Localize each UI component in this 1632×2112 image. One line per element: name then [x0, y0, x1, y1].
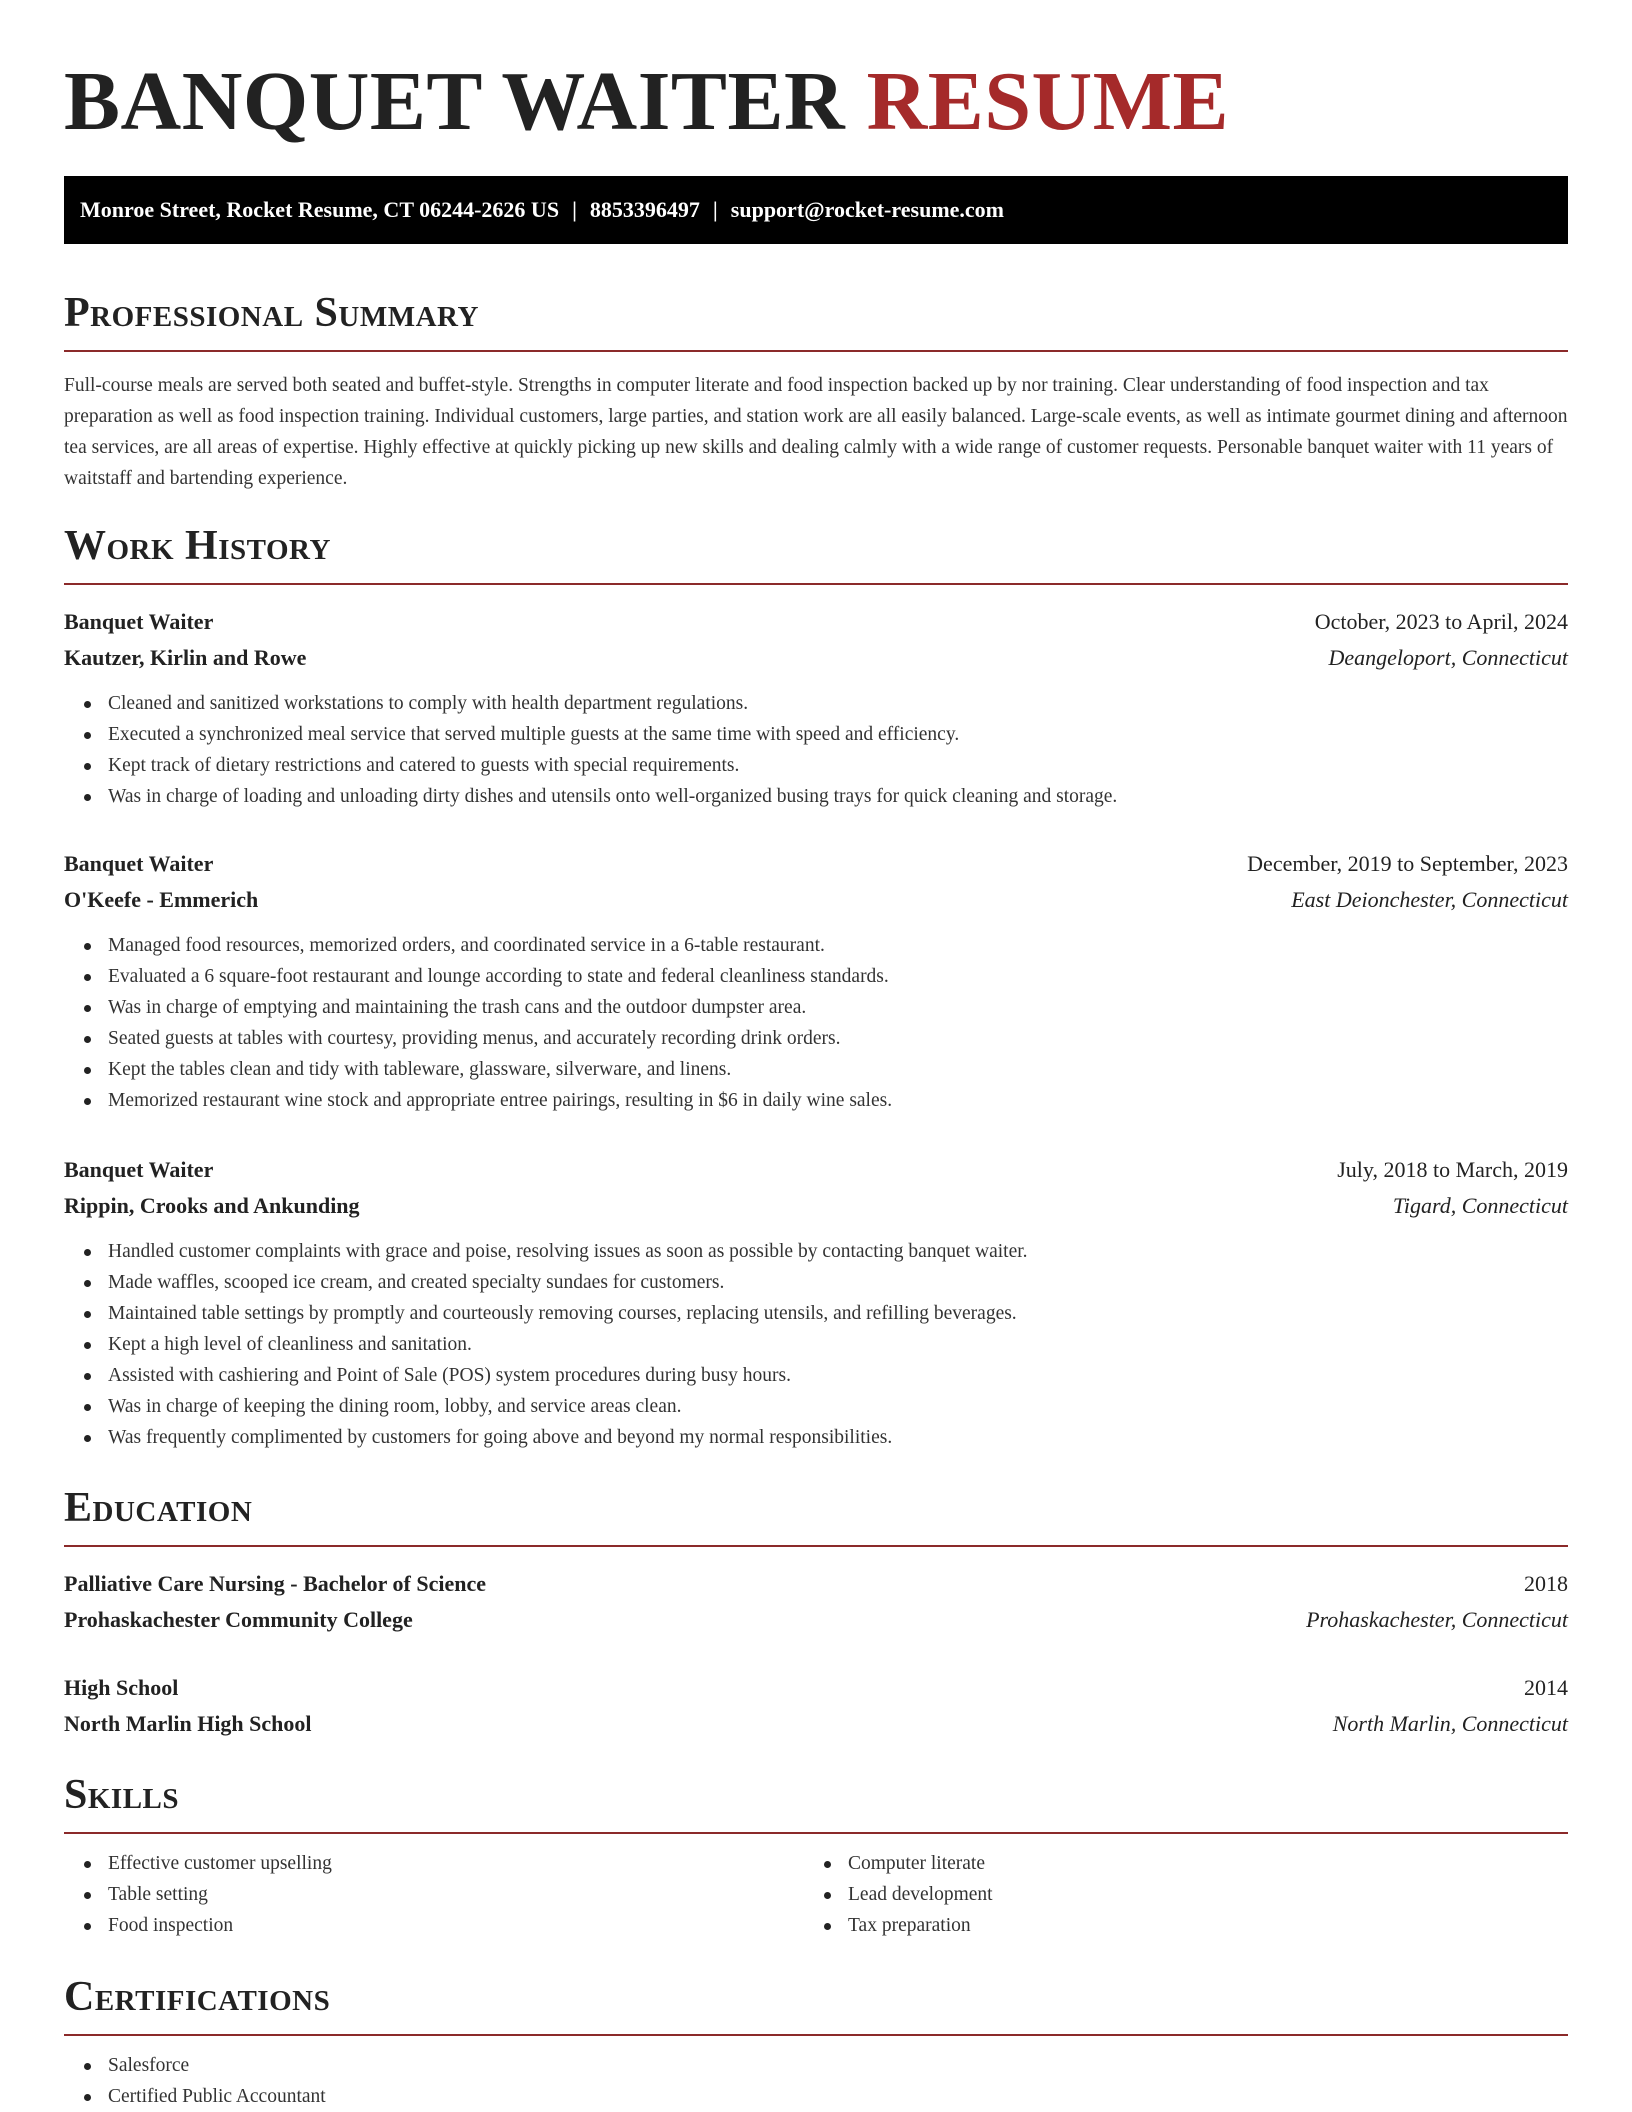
job-location: Tigard, Connecticut — [1392, 1193, 1568, 1218]
list-item: Kept track of dietary restrictions and catered to guests with special requirements. — [64, 750, 1568, 781]
job-title: Banquet Waiter — [64, 851, 214, 876]
education-year: 2014 — [1524, 1675, 1568, 1700]
list-item: Was in charge of emptying and maintaining the trash cans and the outdoor dumpster area. — [64, 992, 1568, 1023]
list-item: Cleaned and sanitized workstations to comply with health department regulations. — [64, 688, 1568, 719]
section-heading-education: Education — [64, 1483, 1568, 1547]
list-item: Handled customer complaints with grace and poise, resolving issues as soon as possible by contacting banquet waiter. — [64, 1236, 1568, 1267]
job-entry — [64, 604, 1568, 812]
contact-phone: 8853396497 — [589, 197, 700, 222]
skill-item: Effective customer upselling — [64, 1848, 804, 1879]
education-degree: High School — [64, 1675, 179, 1700]
education-school: Prohaskachester Community College — [64, 1607, 413, 1632]
job-company: Rippin, Crooks and Ankunding — [64, 1193, 360, 1218]
education-year: 2018 — [1524, 1571, 1568, 1596]
list-item: Was in charge of keeping the dining room, lobby, and service areas clean. — [64, 1391, 1568, 1422]
skills-column-right — [804, 1848, 1544, 1941]
contact-bar — [64, 176, 1568, 244]
list-item: Maintained table settings by promptly and courteously removing courses, replacing utensils, and refilling beverages. — [64, 1298, 1568, 1329]
job-dates: December, 2019 to September, 2023 — [1247, 851, 1568, 876]
education-location: Prohaskachester, Connecticut — [1306, 1607, 1568, 1632]
skill-item: Computer literate — [804, 1848, 1544, 1879]
skills-column-left — [64, 1848, 804, 1941]
job-duties — [64, 688, 1568, 812]
job-entry — [64, 1152, 1568, 1453]
job-duties — [64, 930, 1568, 1116]
section-heading-skills: Skills — [64, 1770, 1568, 1834]
certification-item: Certified Public Accountant — [64, 2081, 1568, 2112]
education-school: North Marlin High School — [64, 1711, 312, 1736]
list-item: Managed food resources, memorized orders, and coordinated service in a 6-table restaurant. — [64, 930, 1568, 961]
list-item: Kept the tables clean and tidy with tableware, glassware, silverware, and linens. — [64, 1054, 1568, 1085]
list-item: Executed a synchronized meal service that served multiple guests at the same time with speed and efficiency. — [64, 719, 1568, 750]
job-title: Banquet Waiter — [64, 609, 214, 634]
job-company: Kautzer, Kirlin and Rowe — [64, 645, 307, 670]
list-item: Evaluated a 6 square-foot restaurant and lounge according to state and federal cleanliness standards. — [64, 961, 1568, 992]
job-company: O'Keefe - Emmerich — [64, 887, 259, 912]
education-entry — [64, 1566, 1568, 1638]
certifications-list — [64, 2050, 1568, 2112]
contact-email: support@rocket-resume.com — [730, 197, 1004, 222]
contact-separator: | — [712, 197, 718, 222]
education-entry — [64, 1670, 1568, 1742]
list-item: Kept a high level of cleanliness and sanitation. — [64, 1329, 1568, 1360]
job-location: East Deionchester, Connecticut — [1291, 887, 1568, 912]
list-item: Memorized restaurant wine stock and appropriate entree pairings, resulting in $6 in daily wine sales. — [64, 1085, 1568, 1116]
resume-page — [64, 0, 1568, 2107]
list-item: Assisted with cashiering and Point of Sale (POS) system procedures during busy hours. — [64, 1360, 1568, 1391]
skills-list — [64, 1848, 1568, 1944]
title-accent: RESUME — [866, 55, 1230, 148]
education-degree: Palliative Care Nursing - Bachelor of Science — [64, 1571, 487, 1596]
certification-item: Salesforce — [64, 2050, 1568, 2081]
summary-text: Full-course meals are served both seated and buffet-style. Strengths in computer literate and food inspection backed up by nor training. Clear understanding of food inspection and tax preparation as well as food inspection training. Individual customers, large parties, and station work are all easily balanced. Large-scale events, as well as intimate gourmet dining and afternoon tea services, are all areas of expertise. Highly effective at quickly picking up new skills and dealing calmly with a wide range of customer requests. Personable banquet waiter with 11 years of waitstaff and bartending experience. — [64, 375, 1568, 489]
job-location: Deangeloport, Connecticut — [1328, 645, 1568, 670]
skill-item: Lead development — [804, 1879, 1544, 1910]
section-heading-work-history: Work History — [64, 521, 1568, 585]
job-duties — [64, 1236, 1568, 1453]
list-item: Was in charge of loading and unloading dirty dishes and utensils onto well-organized busing trays for quick cleaning and storage. — [64, 781, 1568, 812]
section-heading-certifications: Certifications — [64, 1972, 1568, 2036]
resume-title — [64, 0, 1568, 146]
section-heading-summary: Professional Summary — [64, 288, 1568, 352]
job-entry — [64, 846, 1568, 1116]
education-location: North Marlin, Connecticut — [1332, 1711, 1568, 1736]
job-dates: October, 2023 to April, 2024 — [1314, 609, 1568, 634]
list-item: Seated guests at tables with courtesy, providing menus, and accurately recording drink orders. — [64, 1023, 1568, 1054]
contact-address: Monroe Street, Rocket Resume, CT 06244-2626 US — [80, 197, 560, 222]
title-main: BANQUET WAITER — [64, 55, 846, 148]
skill-item: Tax preparation — [804, 1910, 1544, 1941]
list-item: Was frequently complimented by customers for going above and beyond my normal responsibilities. — [64, 1422, 1568, 1453]
skill-item: Food inspection — [64, 1910, 804, 1941]
skill-item: Table setting — [64, 1879, 804, 1910]
list-item: Made waffles, scooped ice cream, and created specialty sundaes for customers. — [64, 1267, 1568, 1298]
job-dates: July, 2018 to March, 2019 — [1337, 1157, 1568, 1182]
contact-separator: | — [572, 197, 577, 222]
job-title: Banquet Waiter — [64, 1157, 214, 1182]
